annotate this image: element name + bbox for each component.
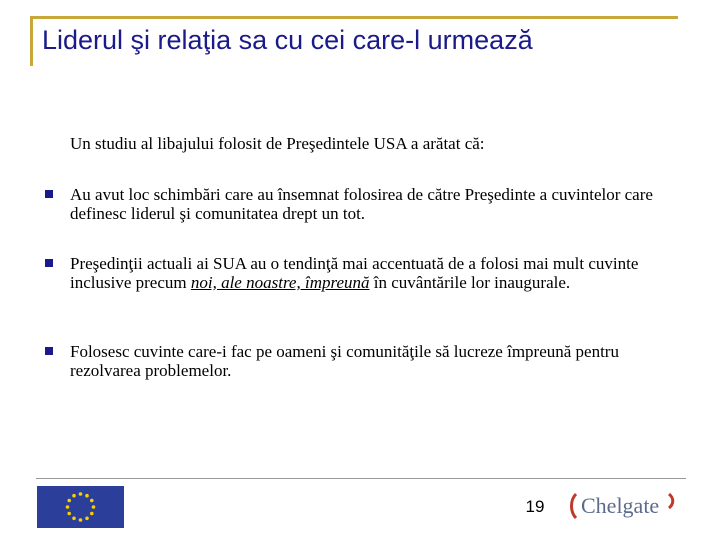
slide-title: Liderul şi relaţia sa cu cei care-l urmează [42, 25, 533, 55]
title-frame-top [30, 16, 678, 19]
footer-divider [36, 478, 686, 479]
chelgate-logo [570, 488, 675, 524]
eu-star [92, 505, 96, 509]
eu-star [90, 512, 94, 516]
bullet-item-2-text-before: Preşedinţii actuali ai SUA au o tendinţă mai accentuată de a folosi mai mult cuvinte inclusive precum [70, 254, 639, 292]
eu-star [72, 517, 76, 521]
intro-text: Un studiu al libajului folosit de Preşedintele USA a arătat că: [70, 134, 485, 153]
bullet-item-3 [70, 342, 685, 380]
chelgate-logo-text: Chelgate [581, 493, 660, 518]
bullet-marker-1 [45, 190, 53, 198]
bullet-item-2-text-after: în cuvântările lor inaugurale. [369, 273, 571, 292]
eu-star [79, 518, 83, 522]
eu-flag-logo [37, 486, 124, 528]
bullet-item-2 [70, 254, 685, 292]
bullet-item-1-text: Au avut loc schimbări care au însemnat folosirea de către Preşedinte a cuvintelor care definesc liderul şi comunitatea drept un tot. [70, 185, 653, 223]
bullet-item-1 [70, 185, 685, 223]
eu-star [79, 492, 83, 496]
eu-star [67, 512, 71, 516]
bullet-marker-2 [45, 259, 53, 267]
bullet-item-2-emphasis: noi, ale noastre, împreună [190, 273, 370, 292]
bullet-marker-3 [45, 347, 53, 355]
eu-star [90, 499, 94, 503]
bullet-item-3-text: Folosesc cuvinte care-i fac pe oameni şi comunităţile să lucreze împreună pentru rezolvarea problemelor. [70, 342, 619, 380]
eu-flag-stars [37, 486, 124, 528]
eu-star [85, 517, 89, 521]
chelgate-logo-art [570, 488, 675, 524]
eu-star [67, 499, 71, 503]
eu-star [72, 494, 76, 498]
eu-star [66, 505, 70, 509]
eu-star [85, 494, 89, 498]
title-frame-left [30, 16, 33, 66]
page-number: 19 [525, 497, 545, 516]
